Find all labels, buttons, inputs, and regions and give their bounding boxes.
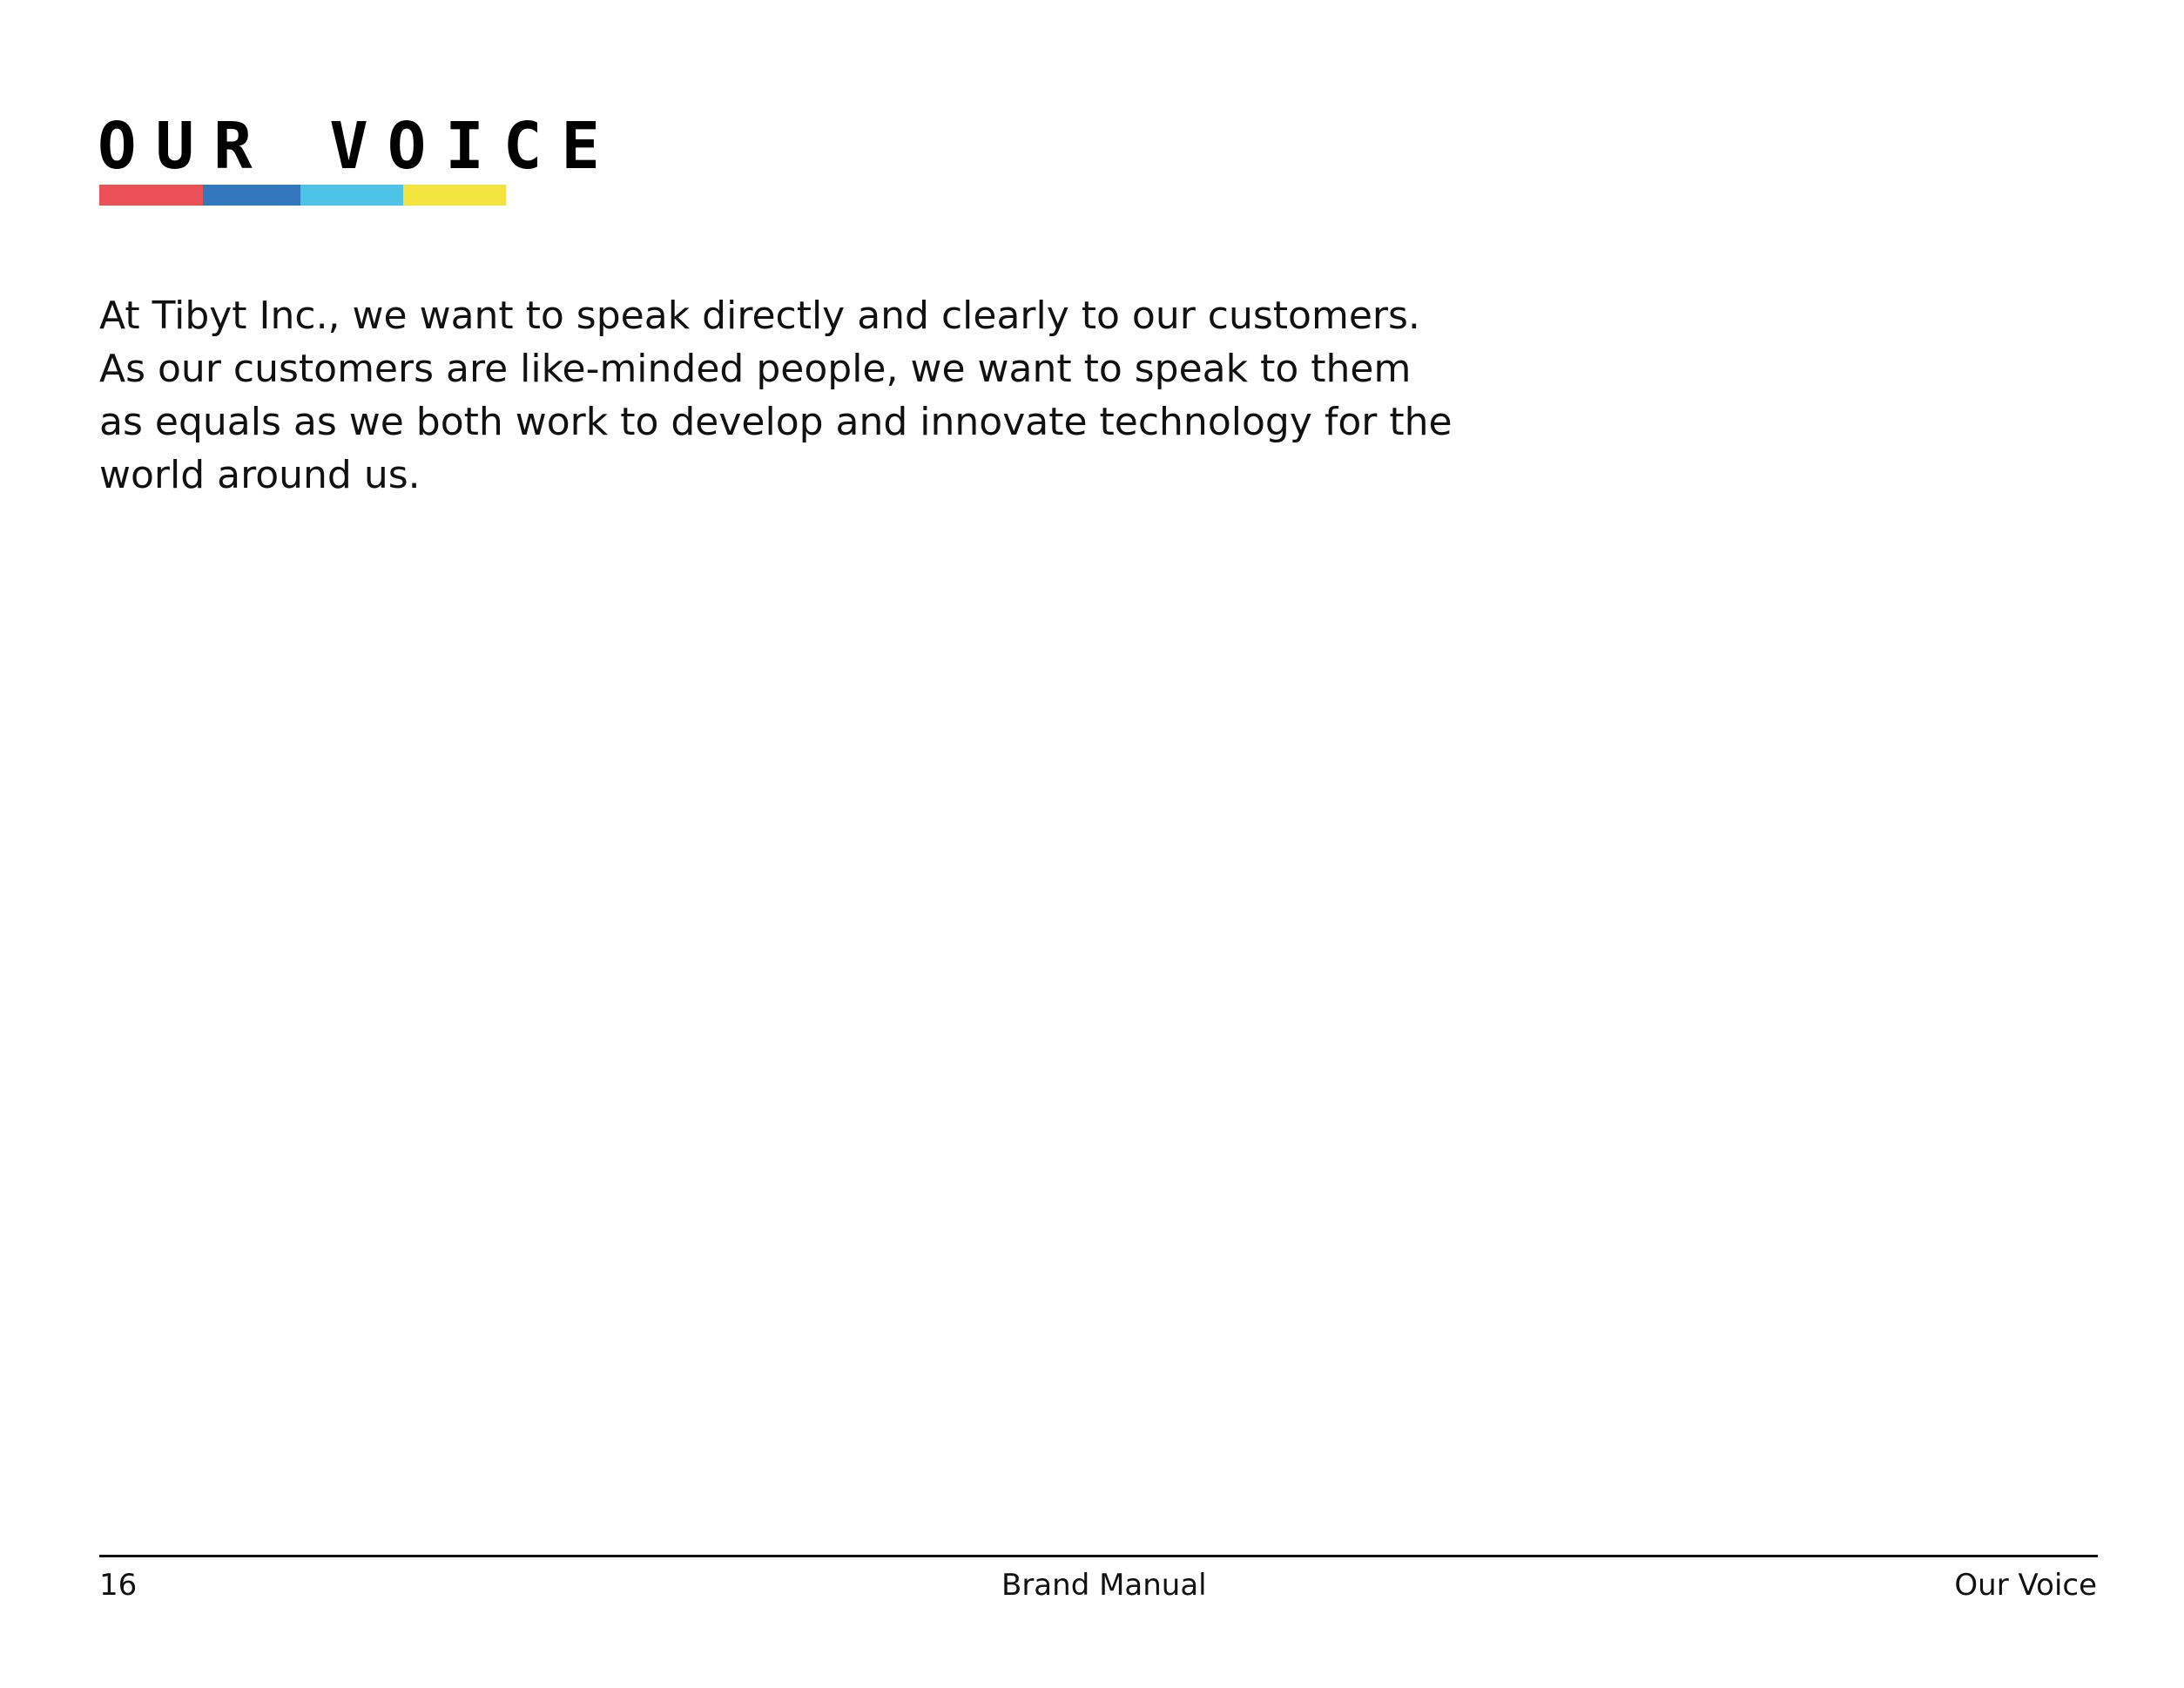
voice-description-line: At Tibyt Inc., we want to speak directly and clearly to our customers. bbox=[99, 294, 1420, 338]
color-swatch-cyan bbox=[300, 185, 403, 206]
voice-description bbox=[99, 289, 1458, 502]
section-name: Our Voice bbox=[1954, 1568, 2097, 1603]
color-swatch-red bbox=[99, 185, 203, 206]
voice-description-line: world around us. bbox=[99, 453, 421, 497]
document-name: Brand Manual bbox=[1001, 1568, 1207, 1603]
color-swatch-yellow bbox=[403, 185, 506, 206]
brand-color-bar bbox=[99, 185, 506, 206]
color-swatch-blue bbox=[203, 185, 300, 206]
voice-description-line: As our customers are like-minded people, we want to speak to them bbox=[99, 347, 1412, 391]
voice-description-line: as equals as we both work to develop and innovate technology for the bbox=[99, 400, 1453, 444]
footer-divider bbox=[99, 1555, 2098, 1557]
page-number: 16 bbox=[99, 1568, 138, 1603]
page-title: OUR VOICE bbox=[98, 109, 619, 184]
